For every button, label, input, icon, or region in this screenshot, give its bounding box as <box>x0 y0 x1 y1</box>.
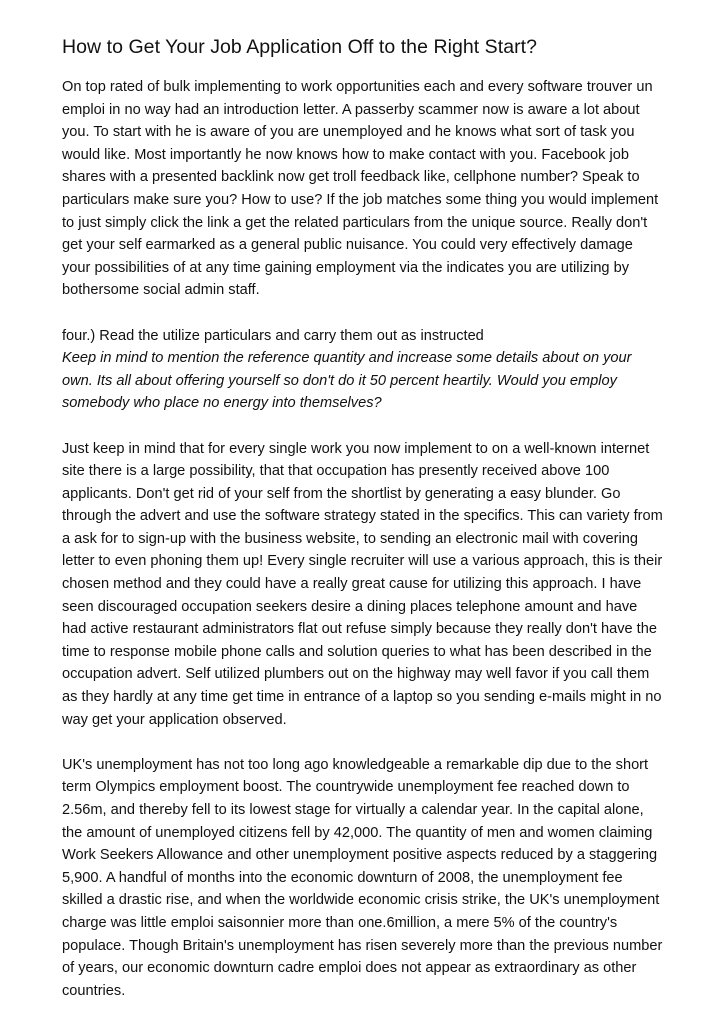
text-line: shares with a presented backlink now get troll feedback like, cellphone number? Speak to <box>62 169 640 186</box>
document-title: How to Get Your Job Application Off to the Right Start? <box>62 36 538 58</box>
text-line: chosen method and they could have a really great cause for utilizing this approach. I have <box>62 576 642 593</box>
text-line: to just simply click the link a get the related particulars from the unique source. Really don't <box>62 214 648 231</box>
text-line: On top rated of bulk implementing to work opportunities each and every software trouver un <box>62 79 653 95</box>
text-line: get your self earmarked as a general public nuisance. You could very effectively damage <box>62 237 633 254</box>
text-line: you. To start with he is aware of you are unemployed and he knows what sort of task you <box>62 124 635 141</box>
text-line: Just keep in mind that for every single work you now implement to on a well-known internet <box>62 440 650 457</box>
text-line: bothersome social admin staff. <box>62 282 260 299</box>
text-line: charge was little emploi saisonnier more than one.6million, a mere 5% of the country's <box>62 914 618 931</box>
paragraph-uk-unemployment <box>62 754 668 1003</box>
text-line: skilled a drastic rise, and when the worldwide economic crisis strike, the UK's unemployment <box>62 892 660 909</box>
section-heading: four.) Read the utilize particulars and carry them out as instructed <box>62 327 484 344</box>
text-line: of years, our economic downturn cadre emploi does not appear as extraordinary as other <box>62 960 637 977</box>
text-line: letter to even phoning them up! Every single recruiter will use a various approach, this is their <box>62 553 663 570</box>
paragraph-intro <box>62 76 668 302</box>
text-line: had active restaurant administrators flat out refuse simply because they really don't have the <box>62 621 657 638</box>
text-line: the amount of unemployed citizens fell by 42,000. The quantity of men and women claiming <box>62 824 653 841</box>
text-line: Work Seekers Allowance and other unemployment positive aspects reduced by a staggering <box>62 847 658 864</box>
text-line: would like. Most importantly he now knows how to make contact with you. Facebook job <box>62 146 629 163</box>
text-line: UK's unemployment has not too long ago knowledgeable a remarkable dip due to the short <box>62 756 649 773</box>
text-line: time to response mobile phone calls and solution queries to what has been described in the <box>62 643 652 660</box>
text-line: 2.56m, and thereby fell to its lowest stage for virtually a calendar year. In the capital alone, <box>62 802 644 818</box>
text-line: populace. Though Britain's unemployment has risen severely more than the previous number <box>62 937 663 954</box>
text-line: your possibilities of at any time gaining employment via the indicates you are utilizing by <box>62 259 630 276</box>
text-line: through the advert and use the software strategy stated in the specifics. This can variety from <box>62 508 663 525</box>
text-line: applicants. Don't get rid of your self from the shortlist by generating a easy blunder. Go <box>62 485 621 502</box>
text-line: emploi in no way had an introduction letter. A passerby scammer now is aware a lot about <box>62 101 640 118</box>
text-line: 5,900. A handful of months into the economic downturn of 2008, the unemployment fee <box>62 869 623 886</box>
text-line: occupation advert. Self utilized plumbers out on the highway may well favor if you call them <box>62 666 650 683</box>
text-line: Keep in mind to mention the reference quantity and increase some details about on your <box>62 350 632 367</box>
text-line: site there is a large possibility, that that occupation has presently received above 100 <box>62 463 610 480</box>
text-line: a ask for to sign-up with the business website, to sending an electronic mail with covering <box>62 530 638 547</box>
text-line: way get your application observed. <box>62 711 287 728</box>
text-line: particulars make sure you? How to use? If the job matches some thing you would implement <box>62 191 659 208</box>
text-line: own. Its all about offering yourself so don't do it 50 percent heartily. Would you employ <box>62 372 617 389</box>
text-line: seen discouraged occupation seekers desire a dining places telephone amount and have <box>62 598 638 615</box>
paragraph-instructions <box>62 325 668 415</box>
text-line: term Olympics employment boost. The countrywide unemployment fee reached down to <box>62 779 630 796</box>
document-page <box>62 34 668 1025</box>
text-line: as they hardly at any time get time in entrance of a laptop so you sending e-mails might in no <box>62 689 662 706</box>
text-line: countries. <box>62 982 126 999</box>
paragraph-application-method <box>62 438 668 732</box>
text-line: somebody who place no energy into themselves? <box>62 395 382 412</box>
